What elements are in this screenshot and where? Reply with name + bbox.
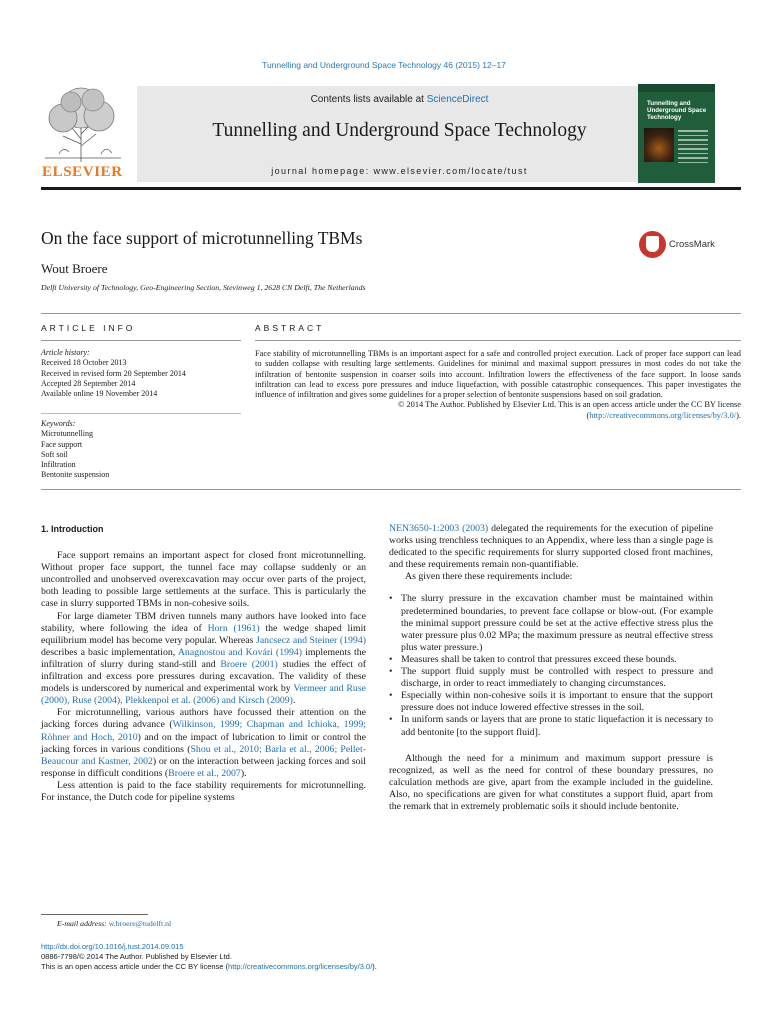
contents-line [137,94,662,105]
ref-link[interactable]: Shou et al., 2010; Barla et al., 2006; Pellet-Beaucour and Kastner, 2002 [41,743,366,767]
abstract-copyright [255,400,741,421]
keyword-item: Bentonite suspension [41,470,110,480]
history-rule [41,413,241,414]
text-run: ) or on the interaction between jacking forces and soil response in difficult conditions ( [41,755,366,779]
license-suffix: ). [372,962,377,971]
abstract-bottom-rule [41,489,741,490]
doi-link[interactable]: http://dx.doi.org/10.1016/j.tust.2014.09.015 [41,942,184,951]
article-title: On the face support of microtunnelling TBMs [41,228,363,248]
ref-link[interactable]: Jancsecz and Steiner (1994) [256,634,366,646]
copyright-prefix: © 2014 The Author. Published by Elsevier Ltd. This is an open access article under the CC BY license ( [397,400,741,420]
issn-line: 0886-7798/© 2014 The Author. Published by Elsevier Ltd. [41,952,232,961]
text-run: . [292,695,296,707]
body-paragraph: As given there these requirements include: [405,571,573,583]
footnote-rule [41,914,148,915]
body-paragraph [41,611,366,708]
crossmark-button[interactable] [639,231,743,259]
abstract-heading: ABSTRACT [255,323,325,333]
cover-contents-lines [678,130,708,166]
keywords-list [41,419,241,481]
keyword-item: Infiltration [41,460,76,470]
history-item: Received in revised form 20 September 2014 [41,368,186,378]
abstract-rule [255,340,741,341]
sciencedirect-link[interactable]: ScienceDirect [426,94,489,105]
copyright-suffix: ). [736,410,741,420]
text-run: For microtunnelling, various authors have focussed their attention on the jacking forces during advance ( [41,707,366,731]
body-paragraph [41,707,366,780]
body-paragraph: Although the need for a minimum and maximum support pressure is recognized, as well as the need for control of these boundary pressures, no calculation methods are give, apart from the example included in the guideline. Also, no specifications are given for what constitutes a support fluid, apart from the remark that in extremely problematic soils it should include bentonite. [389,752,713,812]
text-run: ) and on the impact of lubrication to limit or control the jacking forces in various conditions ( [41,731,366,755]
cover-image [644,128,674,162]
ref-link[interactable]: Anagnostou and Kovári (1994) [177,646,303,658]
info-top-rule [41,313,741,314]
requirements-list [389,593,713,738]
journal-title: Tunnelling and Underground Space Technology [212,120,587,141]
ref-link[interactable]: Vermeer and Ruse (2000), Ruse (2004), Plekkenpol et al. (2006) and Kirsch (2009) [41,683,366,707]
author-affiliation: Delft University of Technology, Geo-Engineering Section, Stevinweg 1, 2628 CN Delft, The Netherlands [41,283,366,292]
text-run: ). [240,767,247,779]
cover-top-bar [638,84,715,92]
text-run: For large diameter TBM driven tunnels many authors have looked into face stability, where following the idea of [41,610,366,634]
ref-link[interactable]: Broere et al., 2007 [168,767,241,779]
list-item: • The support fluid supply must be controlled with respect to pressure and discharge, in order to react immediately to changing circumstances. [389,666,713,690]
elsevier-wordmark: ELSEVIER [42,164,123,180]
ref-link[interactable]: NEN3650-1:2003 (2003) [389,523,489,534]
journal-banner [137,86,662,182]
body-paragraph: Face support remains an important aspect for closed front microtunnelling. Without proper face support, the tunnel face may collapse suddenly or an uncontrolled and unobserved overexcavation may occur over parts of the project, both leading to possible large settlements at the surface. This is particularly the case in slurry supported TBMs in non-cohesive soils. [41,550,366,610]
text-run: the wedge shaped limit equilibrium model has become very popular. Whereas [41,622,367,646]
keyword-item: Face support [41,439,83,449]
license-link[interactable]: http://creativecommons.org/licenses/by/3.0/ [228,962,373,971]
text-run: describes a basic implementation, [41,646,178,658]
list-item: • Measures shall be taken to control that pressures exceed these bounds. [389,654,713,666]
list-item: • In uniform sands or layers that are prone to static liquefaction it is necessary to add bentonite [to the support fluid]. [389,714,713,738]
keyword-item: Microtunnelling [41,429,93,439]
author-footnote [57,919,171,928]
contents-prefix: Contents lists available at [310,94,427,105]
history-item: Received 18 October 2013 [41,358,127,368]
page-footer [41,942,377,972]
footnote-label: E-mail address: [57,919,109,928]
history-item: Accepted 28 September 2014 [41,378,136,388]
journal-citation[interactable]: Tunnelling and Underground Space Technology 46 (2015) 12–17 [262,60,506,70]
abstract-paragraph: Face stability of microtunnelling TBMs is an important aspect for a safe and controlled project execution. Lack of proper face support can lead to sudden collapse with resulting large settlements. Guidelines for minimal and maximal support pressures in most codes do not take the infiltration of bentonite suspension in coarser soils into account. Infiltration lowers the effectiveness of the face support. In loose sands infiltration can lead to excess pore pressures and induce liquefaction, with possible catastrophic consequences. This paper investigates the influence of infiltration and gives some guidelines for a proper selection of bentonite suspensions based on soil gradation. [255,349,741,400]
license-line [41,962,377,972]
abstract-body [255,349,741,421]
list-item: • The slurry pressure in the excavation chamber must be maintained within predetermined boundaries, to prevent face collapse or blow-out. (For example the minimal support pressure could be set at the active effective stress plus the water pressure plus 0.02 MPa; the maximum pressure as neutral effective stress plus water pressure.) [389,593,713,653]
cover-title: Tunnelling and Underground Space Technology [647,100,707,121]
masthead [41,84,741,184]
keywords-label: Keywords: [41,419,76,428]
crossmark-icon [639,231,666,258]
list-item: • Especially within non-cohesive soils it is important to ensure that the support pressure does not induce lowered effective stresses in the soil. [389,690,713,714]
header-rule [41,187,741,190]
article-info-rule [41,340,241,341]
keyword-item: Soft soil [41,449,68,459]
ref-link[interactable]: Wilkinson, 1999; Chapman and Ichioka, 1999; Röhner and Hoch, 2010 [41,719,366,743]
elsevier-logo[interactable] [41,84,125,182]
email-link[interactable]: w.broere@tudelft.nl [108,919,172,928]
elsevier-tree-icon [41,84,125,164]
history-item: Available online 19 November 2014 [41,389,158,399]
article-info-heading: ARTICLE INFO [41,323,136,333]
history-label: Article history: [41,348,90,357]
text-run: studies the effect of infiltration and excess pore pressures during excavation. The validity of these models is underscored by numerical and experimental work by [41,658,366,695]
article-history [41,348,241,399]
license-prefix: This is an open access article under the CC BY license ( [41,962,229,971]
ref-link[interactable]: Horn (1961) [207,622,260,634]
body-right-column [389,523,713,813]
crossmark-label: CrossMark [669,239,715,250]
section-heading-introduction: 1. Introduction [41,524,104,534]
text-run: delegated the requirements for the execution of pipeline works using trenchless techniques to an Appendix, where less than a single page is dedicated to the specific requirements for slurry supported closed front machines, and these requirements remain non-quantifiable. [389,523,713,571]
ref-link[interactable]: Broere (2001) [220,658,278,670]
cc-license-link[interactable]: http://creativecommons.org/licenses/by/3.0/ [589,410,737,420]
body-paragraph: Less attention is paid to the face stability requirements for microtunnelling. For instance, the Dutch code for pipeline systems [41,779,366,803]
body-paragraph [389,523,713,571]
journal-cover[interactable] [638,84,715,183]
body-left-column [41,523,366,804]
author-name: Wout Broere [41,261,108,276]
text-run: implements the infiltration of slurry during stand-still and [41,646,366,670]
journal-homepage[interactable]: journal homepage: www.elsevier.com/locate/tust [271,166,528,176]
